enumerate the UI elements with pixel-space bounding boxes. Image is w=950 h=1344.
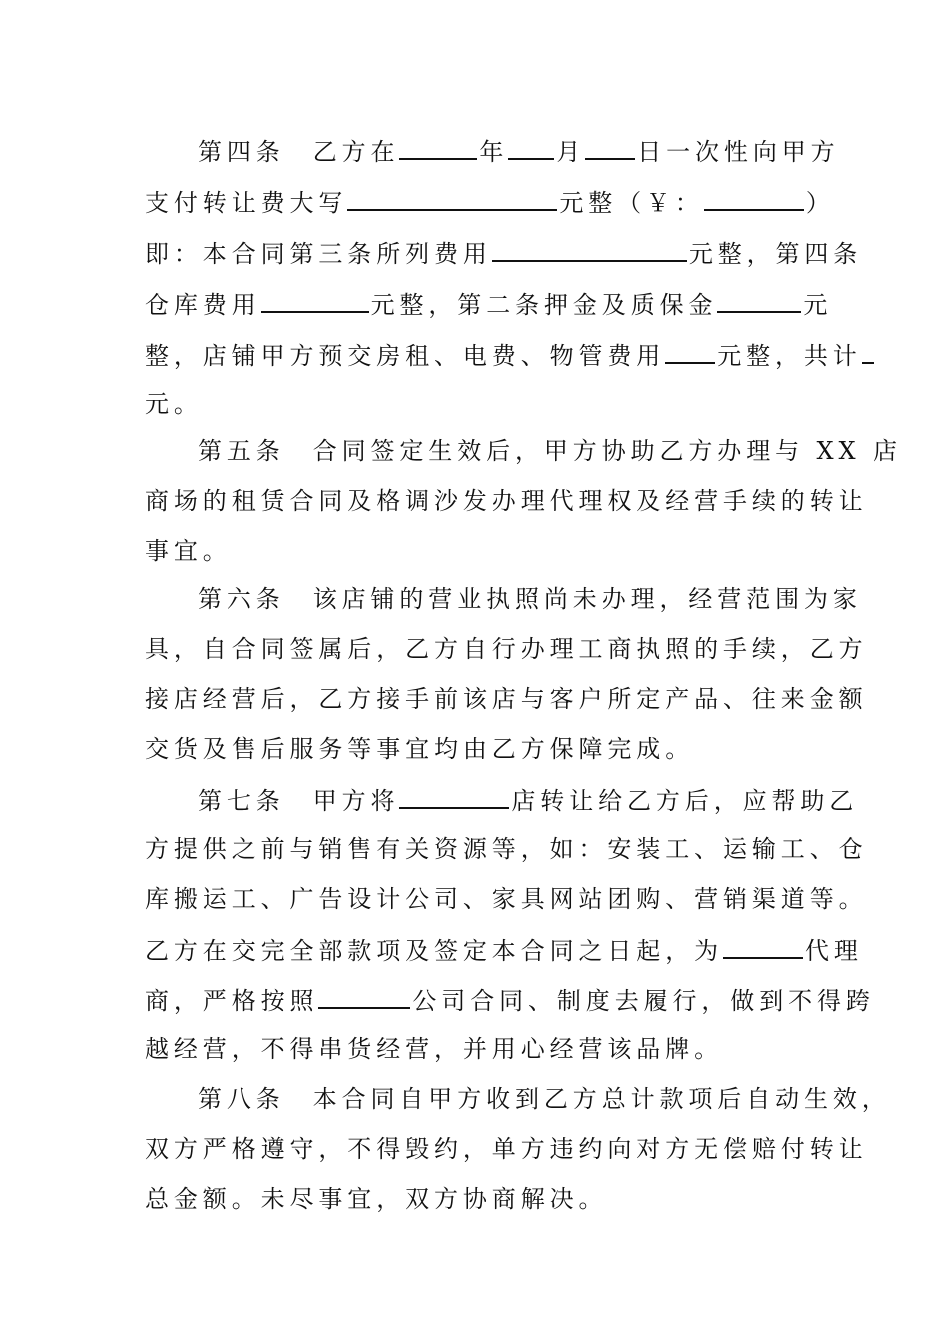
text: 合同签定生效后，甲方协助乙方办理与 XX 店 [312,437,902,465]
year-blank [399,130,477,160]
text: 乙方在交完全部款项及签定本合同之日起，为 [145,937,723,965]
article7-line5 [145,979,875,1019]
total-blank [862,334,874,364]
text: 支付转让费大写 [145,189,348,217]
month-blank [508,130,554,160]
text: 元整（￥： [559,189,704,217]
article6-line1 [198,579,868,619]
article4-line1 [198,130,868,170]
article5-line1 [198,431,902,471]
article5-number: 第五条 [198,437,285,465]
article5-line2: 商场的租赁合同及格调沙发办理代理权及经营手续的转让 [145,487,868,515]
text: 元整，第四条 [688,240,863,268]
text: ） [805,189,835,217]
text: 代理 [805,937,863,965]
text: 该店铺的营业执照尚未办理，经营范围为家 [312,585,862,613]
text: 日一次性向甲方 [637,138,840,166]
article7-line1 [198,779,868,819]
article7-line6: 越经营，不得串货经营，并用心经营该品牌。 [145,1035,723,1063]
article4-line5 [145,334,862,374]
text: 甲方将 [312,787,400,815]
article4-number: 第四条 [198,138,285,166]
article7-line2: 方提供之前与销售有关资源等，如：安装工、运输工、仓 [145,835,868,863]
amount-words-blank [347,181,557,211]
article6-line2: 具，自合同签属后，乙方自行办理工商执照的手续，乙方 [145,635,868,663]
article4-line6: 元。 [145,390,203,418]
article6-line3: 接店经营后，乙方接手前该店与客户所定产品、往来金额 [145,685,868,713]
article7-number: 第七条 [198,787,285,815]
text: 月 [556,138,586,166]
article5-line3: 事宜。 [145,537,232,565]
text: 商，严格按照 [145,987,319,1015]
company-blank [318,979,410,1009]
text: 元整，第二条押金及质保金 [370,291,718,319]
text: 整，店铺甲方预交房租、电费、物管费用 [145,342,666,370]
day-blank [585,130,635,160]
warehouse-fee-blank [261,283,369,313]
article8-line2: 双方严格遵守，不得毁约，单方违约向对方无偿赔付转让 [145,1135,868,1163]
agent-blank [723,929,803,959]
article4-line2 [145,181,835,221]
text: 本合同自甲方收到乙方总计款项后自动生效， [312,1085,891,1113]
article8-line1 [198,1079,891,1119]
article8-line3: 总金额。未尽事宜，双方协商解决。 [145,1185,608,1213]
article6-line4: 交货及售后服务等事宜均由乙方保障完成。 [145,735,695,763]
text: 乙方在 [312,138,400,166]
amount-figures-blank [704,181,804,211]
text: 即：本合同第三条所列费用 [145,240,492,268]
article3-fee-blank [492,232,687,262]
prepaid-fee-blank [665,334,715,364]
text: 元整，共计 [717,342,862,370]
deposit-blank [717,283,801,313]
text: 店转让给乙方后，应帮助乙 [511,787,859,815]
article6-number: 第六条 [198,585,285,613]
text: 年 [479,138,509,166]
text: 元 [803,291,833,319]
text: 仓库费用 [145,291,261,319]
article8-number: 第八条 [198,1085,285,1113]
article4-line3 [145,232,863,272]
store-name-blank [399,779,509,809]
article7-line4 [145,929,863,969]
article7-line3: 库搬运工、广告设计公司、家具网站团购、营销渠道等。 [145,885,868,913]
text: 公司合同、制度去履行，做到不得跨 [412,987,875,1015]
article4-line4 [145,283,833,323]
